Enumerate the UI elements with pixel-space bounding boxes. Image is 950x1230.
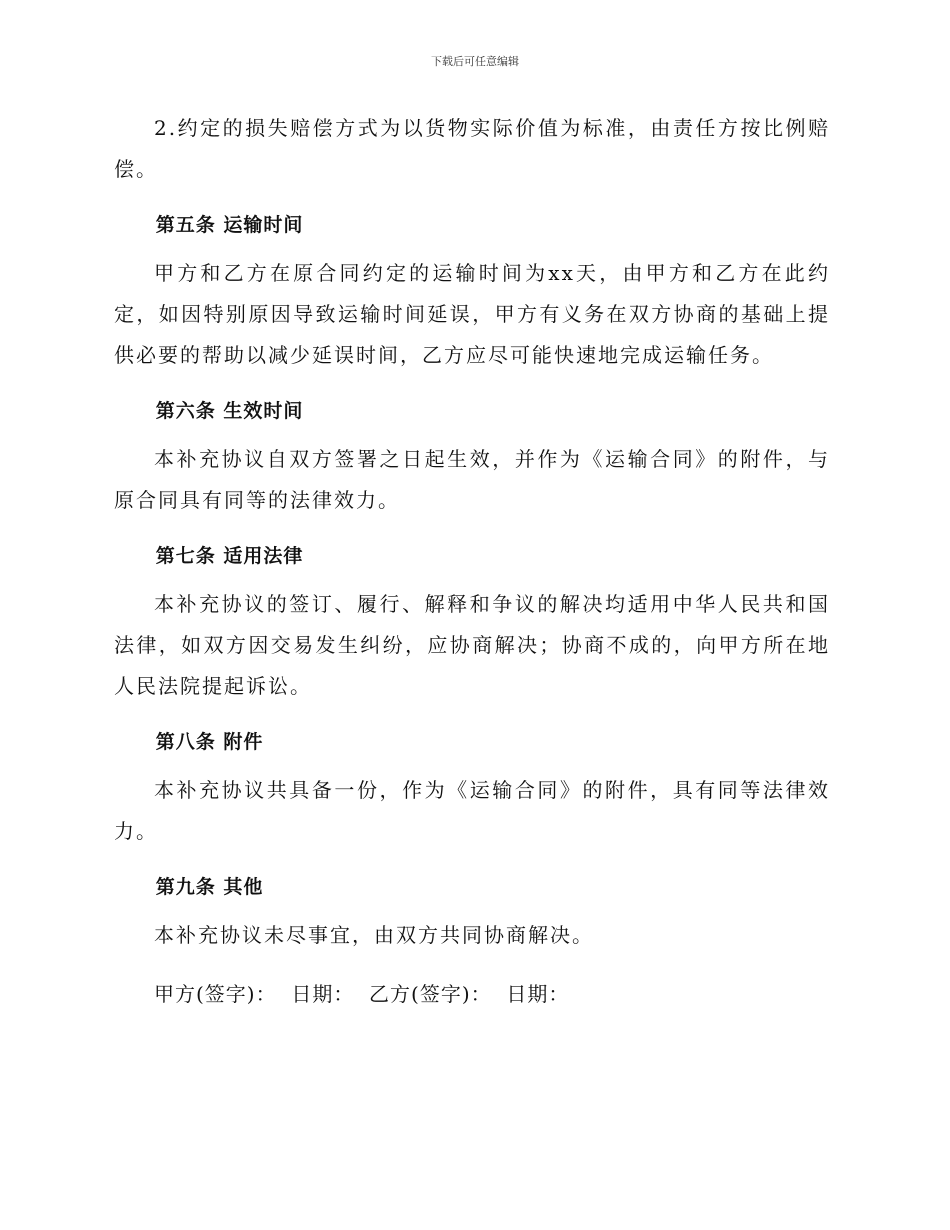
damage-clause: 2.约定的损失赔偿方式为以货物实际价值为标准，由责任方按比例赔偿。: [114, 116, 830, 181]
section-9-body: 本补充协议未尽事宜，由双方共同协商解决。: [154, 923, 594, 947]
section-6-heading: 第六条 生效时间: [155, 400, 304, 422]
page-header: 下载后可任意编辑: [431, 55, 519, 68]
section-5-heading: 第五条 运输时间: [155, 214, 304, 236]
section-8-heading: 第八条 附件: [155, 731, 264, 753]
section-6-body: 本补充协议自双方签署之日起生效，并作为《运输合同》的附件，与原合同具有同等的法律效力。: [114, 447, 830, 512]
document-body: [114, 108, 830, 1015]
section-7-body: 本补充协议的签订、履行、解释和争议的解决均适用中华人民共和国法律，如双方因交易发生纠纷，应协商解决；协商不成的，向甲方所在地人民法院提起诉讼。: [114, 592, 830, 698]
section-7-heading: 第七条 适用法律: [155, 545, 304, 567]
signature-line: 甲方(签字)： 日期： 乙方(签字)： 日期：: [154, 982, 570, 1006]
section-9-heading: 第九条 其他: [155, 876, 264, 898]
section-8-body: 本补充协议共具备一份，作为《运输合同》的附件，具有同等法律效力。: [114, 778, 830, 843]
section-5-body: 甲方和乙方在原合同约定的运输时间为xx天，由甲方和乙方在此约定，如因特别原因导致运输时间延误，甲方有义务在双方协商的基础上提供必要的帮助以减少延误时间，乙方应尽可能快速地完成运输任务。: [114, 261, 830, 367]
